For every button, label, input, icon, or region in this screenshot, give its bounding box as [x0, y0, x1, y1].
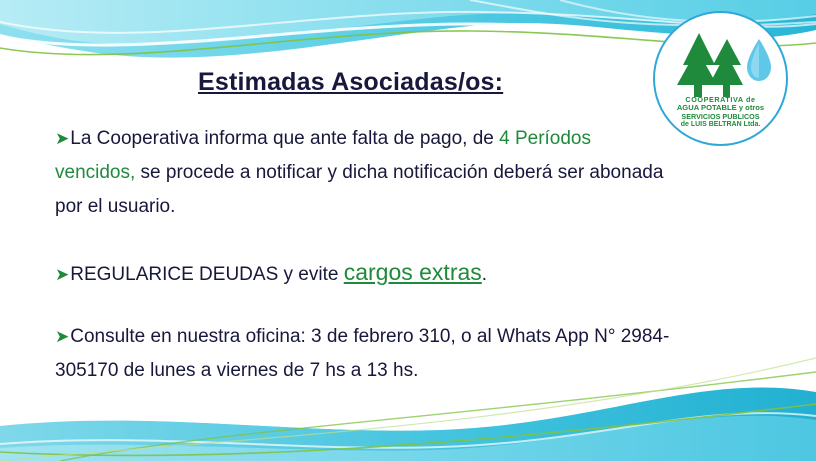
- logo-line-3: SERVICIOS PUBLICOS: [681, 111, 760, 121]
- logo-line-1: COOPERATIVA de: [685, 95, 756, 104]
- p1-segment-2: 4 Períodos vencidos,: [55, 128, 592, 183]
- bullet-icon-1: ➤: [55, 129, 70, 148]
- bullet-icon-3: ➤: [55, 327, 70, 346]
- p2-segment-1: REGULARICE DEUDAS y evite: [70, 264, 344, 285]
- p1-segment-3: se procede a notificar y dicha notificación deberá ser abonada por el usuario.: [55, 162, 664, 217]
- paragraph-1: [55, 122, 665, 224]
- page-title: Estimadas Asociadas/os:: [198, 68, 504, 96]
- logo-line-4: de LUIS BELTRAN Ltda.: [680, 120, 761, 128]
- bullet-icon-2: ➤: [55, 265, 70, 284]
- p1-segment-1: La Cooperativa informa que ante falta de pago, de: [70, 128, 500, 149]
- paragraph-3: [55, 320, 695, 388]
- paragraph-2: [55, 255, 675, 292]
- p2-segment-2: cargos extras: [343, 259, 482, 285]
- logo-line-2: AGUA POTABLE y otros: [676, 103, 765, 113]
- p3-segment-1: Consulte en nuestra oficina: 3 de febrero 310, o al Whats App N° 2984-305170 de lunes a viernes de 7 hs a 13 hs.: [55, 326, 670, 381]
- p2-segment-3: .: [481, 264, 488, 285]
